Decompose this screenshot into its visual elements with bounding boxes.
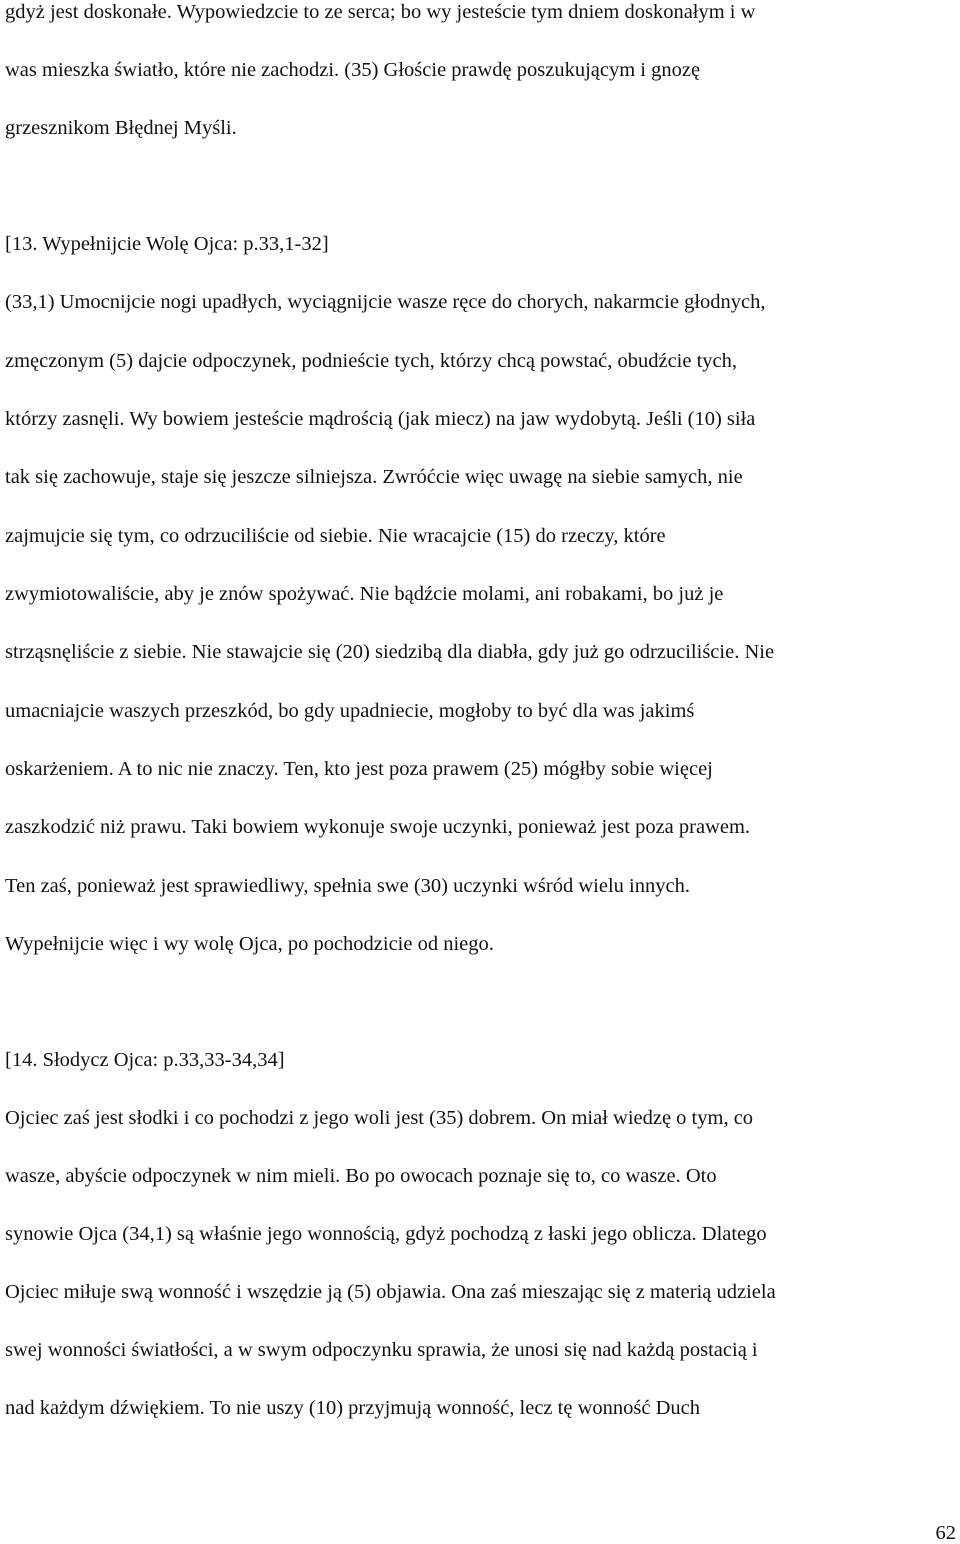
- text-line: swej wonności światłości, a w swym odpoczynku sprawia, że unosi się nad każdą postacią i: [5, 1339, 758, 1361]
- text-line: nad każdym dźwiękiem. To nie uszy (10) przyjmują wonność, lecz tę wonność Duch: [5, 1397, 700, 1419]
- text-line: Wypełnijcie więc i wy wolę Ojca, po pochodzicie od niego.: [5, 933, 494, 955]
- text-line: gdyż jest doskonałe. Wypowiedzcie to ze serca; bo wy jesteście tym dniem doskonałym i w: [5, 1, 756, 23]
- section-heading: [13. Wypełnijcie Wolę Ojca: p.33,1-32]: [5, 233, 329, 255]
- text-line: Ten zaś, ponieważ jest sprawiedliwy, spełnia swe (30) uczynki wśród wielu innych.: [5, 875, 690, 897]
- section-heading: [14. Słodycz Ojca: p.33,33-34,34]: [5, 1049, 285, 1071]
- text-line: wasze, abyście odpoczynek w nim mieli. Bo po owocach poznaje się to, co wasze. Oto: [5, 1165, 717, 1187]
- text-line: Ojciec miłuje swą wonność i wszędzie ją (5) objawia. Ona zaś mieszając się z materią udziela: [5, 1281, 776, 1303]
- text-line: zaszkodzić niż prawu. Taki bowiem wykonuje swoje uczynki, ponieważ jest poza prawem.: [5, 816, 751, 838]
- text-line: którzy zasnęli. Wy bowiem jesteście mądrością (jak miecz) na jaw wydobytą. Jeśli (10) siła: [5, 408, 756, 430]
- text-line: Ojciec zaś jest słodki i co pochodzi z jego woli jest (35) dobrem. On miał wiedzę o tym, co: [5, 1107, 754, 1129]
- text-line: (33,1) Umocnijcie nogi upadłych, wyciągnijcie wasze ręce do chorych, nakarmcie głodnych,: [5, 291, 766, 313]
- text-line: umacniajcie waszych przeszkód, bo gdy upadniecie, mogłoby to być dla was jakimś: [5, 700, 695, 722]
- page-number: 62: [935, 1522, 956, 1544]
- text-line: zajmujcie się tym, co odrzuciliście od siebie. Nie wracajcie (15) do rzeczy, które: [5, 525, 666, 547]
- text-line: oskarżeniem. A to nic nie znaczy. Ten, kto jest poza prawem (25) mógłby sobie więcej: [5, 758, 713, 780]
- text-line: synowie Ojca (34,1) są właśnie jego wonnością, gdyż pochodzą z łaski jego oblicza. Dlatego: [5, 1223, 767, 1245]
- text-line: was mieszka światło, które nie zachodzi. (35) Głoście prawdę poszukującym i gnozę: [5, 59, 701, 81]
- text-line: grzesznikom Błędnej Myśli.: [5, 117, 237, 139]
- text-line: zwymiotowaliście, aby je znów spożywać. Nie bądźcie molami, ani robakami, bo już je: [5, 583, 724, 605]
- text-line: strząsnęliście z siebie. Nie stawajcie się (20) siedzibą dla diabła, gdy już go odrzuciliście. Nie: [5, 641, 775, 663]
- text-line: tak się zachowuje, staje się jeszcze silniejsza. Zwróćcie więc uwagę na siebie samych, nie: [5, 466, 743, 488]
- text-line: zmęczonym (5) dajcie odpoczynek, podnieście tych, którzy chcą powstać, obudźcie tych,: [5, 350, 738, 372]
